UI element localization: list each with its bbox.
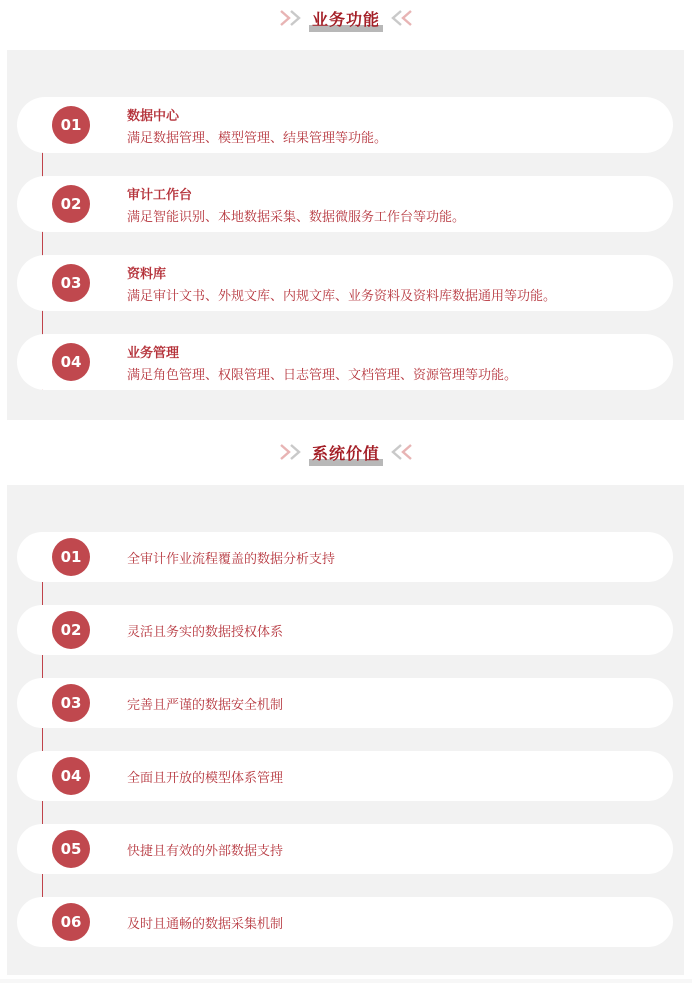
value-text: 全审计作业流程覆盖的数据分析支持 xyxy=(127,552,336,567)
card-title: 资料库 xyxy=(127,267,167,282)
number-badge: 02 xyxy=(52,185,90,223)
double-chevron-left-icon xyxy=(387,442,413,462)
card-title: 审计工作台 xyxy=(127,188,193,203)
value-text: 全面且开放的模型体系管理 xyxy=(127,771,284,786)
business-card-2 xyxy=(17,176,673,232)
number-badge: 03 xyxy=(52,264,90,302)
card-description: 满足智能识别、本地数据采集、数据微服务工作台等功能。 xyxy=(127,210,466,225)
card-description: 满足数据管理、模型管理、结果管理等功能。 xyxy=(127,131,388,146)
number-badge: 06 xyxy=(52,903,90,941)
number-badge: 03 xyxy=(52,684,90,722)
number-badge: 05 xyxy=(52,830,90,868)
number-badge: 04 xyxy=(52,343,90,381)
value-card-2 xyxy=(17,605,673,655)
value-section-heading xyxy=(0,434,692,470)
number-badge: 02 xyxy=(52,611,90,649)
double-chevron-right-icon xyxy=(279,8,305,28)
business-panel xyxy=(7,50,684,420)
number-badge: 04 xyxy=(52,757,90,795)
business-heading-title: 业务功能 xyxy=(311,9,380,29)
bottom-edge xyxy=(0,979,692,983)
value-text: 完善且严谨的数据安全机制 xyxy=(127,698,284,713)
value-card-4 xyxy=(17,751,673,801)
value-card-1 xyxy=(17,532,673,582)
card-title: 数据中心 xyxy=(127,109,180,124)
value-panel xyxy=(7,485,684,975)
number-badge: 01 xyxy=(52,538,90,576)
double-chevron-left-icon xyxy=(387,8,413,28)
business-card-4 xyxy=(17,334,673,390)
value-text: 及时且通畅的数据采集机制 xyxy=(127,917,284,932)
business-card-3 xyxy=(17,255,673,311)
double-chevron-right-icon xyxy=(279,442,305,462)
value-heading-title: 系统价值 xyxy=(311,443,380,463)
value-text: 快捷且有效的外部数据支持 xyxy=(127,844,284,859)
value-card-3 xyxy=(17,678,673,728)
card-description: 满足审计文书、外规文库、内规文库、业务资料及资料库数据通用等功能。 xyxy=(127,289,557,304)
value-card-6 xyxy=(17,897,673,947)
card-description: 满足角色管理、权限管理、日志管理、文档管理、资源管理等功能。 xyxy=(127,368,518,383)
business-section-heading xyxy=(0,0,692,36)
number-badge: 01 xyxy=(52,106,90,144)
value-card-5 xyxy=(17,824,673,874)
card-title: 业务管理 xyxy=(127,346,180,361)
value-text: 灵活且务实的数据授权体系 xyxy=(127,625,284,640)
business-card-1 xyxy=(17,97,673,153)
